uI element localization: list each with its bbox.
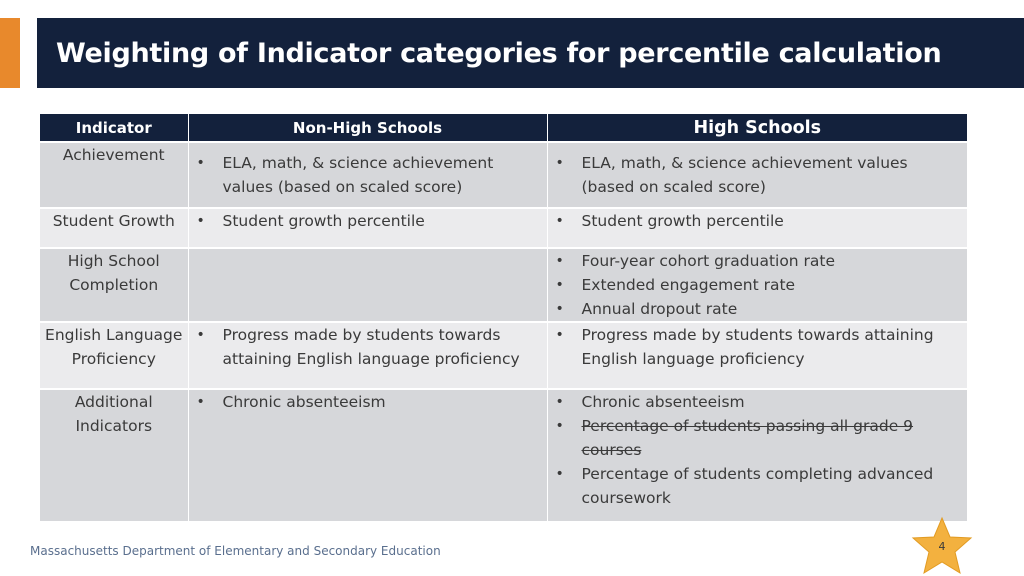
indicator-cell: [40, 322, 188, 389]
non-high-cell: [188, 389, 547, 521]
non-high-cell-empty: [188, 248, 547, 322]
title-banner: [37, 18, 1024, 88]
slide-title: Weighting of Indicator categories for percentile calculation: [56, 37, 942, 69]
list-item: • Progress made by students towards attaining English language proficiency: [548, 323, 968, 371]
list-item: • Percentage of students completing advanced coursework: [548, 462, 968, 510]
indicator-cell: [40, 142, 188, 208]
table-row-additional-indicators: [40, 389, 967, 521]
list-item: • Chronic absenteeism: [548, 390, 968, 414]
indicator-label: Completion: [69, 276, 159, 294]
table-header-row: [40, 114, 967, 142]
list-item: • Chronic absenteeism: [189, 390, 547, 414]
list-item: • Progress made by students towards attaining English language proficiency: [189, 323, 547, 371]
list-item: • ELA, math, & science achievement values (based on scaled score): [548, 151, 968, 199]
table-row-english-language-proficiency: [40, 322, 967, 389]
list-item: • Annual dropout rate: [548, 297, 968, 321]
footer-organization: Massachusetts Department of Elementary and Secondary Education: [30, 544, 441, 558]
indicator-label: Indicators: [75, 417, 153, 435]
indicator-weighting-table: [40, 114, 967, 521]
list-item: • ELA, math, & science achievement values (based on scaled score): [189, 151, 547, 199]
list-item: • Extended engagement rate: [548, 273, 968, 297]
indicator-label: Achievement: [62, 146, 165, 164]
list-item: • Student growth percentile: [548, 209, 968, 233]
high-cell: [547, 208, 967, 248]
page-number: 4: [938, 540, 946, 553]
header-indicator: Indicator: [40, 114, 188, 142]
header-non-high-schools: Non-High Schools: [188, 114, 547, 142]
high-cell: [547, 142, 967, 208]
table-row-student-growth: [40, 208, 967, 248]
non-high-cell: [188, 208, 547, 248]
high-cell: [547, 389, 967, 521]
header-high-schools: High Schools: [547, 114, 967, 142]
list-item: • Four-year cohort graduation rate: [548, 249, 968, 273]
list-item-struck: • Percentage of students passing all grade 9 courses: [548, 414, 968, 462]
indicator-cell: [40, 208, 188, 248]
table-row-high-school-completion: [40, 248, 967, 322]
table-row-achievement: [40, 142, 967, 208]
indicator-cell: [40, 248, 188, 322]
indicator-label: English Language: [45, 326, 183, 344]
high-cell: [547, 248, 967, 322]
accent-bar: [0, 18, 20, 88]
non-high-cell: [188, 322, 547, 389]
list-item: • Student growth percentile: [189, 209, 547, 233]
indicator-label: High School: [67, 252, 160, 270]
indicator-cell: [40, 389, 188, 521]
high-cell: [547, 322, 967, 389]
indicator-label: Student Growth: [52, 212, 175, 230]
indicator-label: Additional: [74, 393, 153, 411]
non-high-cell: [188, 142, 547, 208]
indicator-label: Proficiency: [71, 350, 156, 368]
